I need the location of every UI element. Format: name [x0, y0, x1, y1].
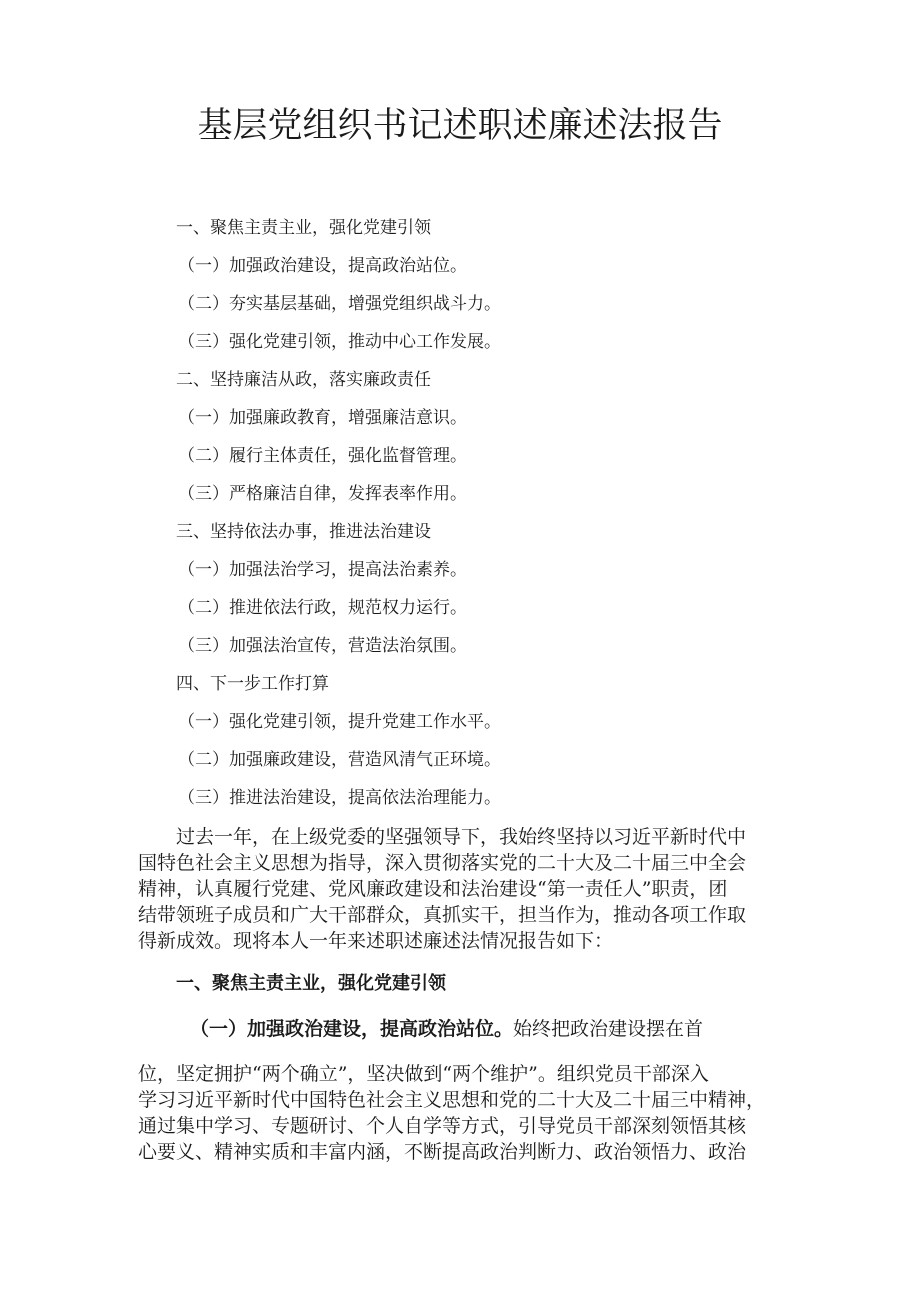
outline-item: 四、下一步工作打算	[176, 674, 329, 694]
outline-item: （三）严格廉洁自律，发挥表率作用。	[178, 484, 467, 504]
subsection-heading: （一）加强政治建设，提高政治站位。	[190, 1018, 514, 1040]
outline-item: （二）夯实基层基础，增强党组织战斗力。	[178, 294, 501, 314]
subsection-lead-text: 始终把政治建设摆在首	[513, 1018, 704, 1040]
outline-item: （二）加强廉政建设，营造风清气正环境。	[178, 750, 501, 770]
outline-item: （三）加强法治宣传，营造法治氛围。	[178, 636, 467, 656]
intro-line: 过去一年，在上级党委的坚强领导下，我始终坚持以习近平新时代中	[176, 826, 747, 848]
paragraph-line: 位，坚定拥护“两个确立”，坚决做到“两个维护”。组织党员干部深入	[138, 1063, 709, 1085]
section-heading: 一、聚焦主责主业，强化党建引领	[176, 973, 446, 994]
outline-item: （二）履行主体责任，强化监督管理。	[178, 446, 467, 466]
intro-line: 精神，认真履行党建、党风廉政建设和法治建设“第一责任人”职责，团	[138, 878, 728, 900]
document-title: 基层党组织书记述职述廉述法报告	[197, 106, 723, 146]
outline-item: 一、聚焦主责主业，强化党建引领	[176, 218, 431, 238]
outline-item: 二、坚持廉洁从政，落实廉政责任	[176, 370, 431, 390]
intro-line: 结带领班子成员和广大干部群众，真抓实干，担当作为，推动各项工作取	[138, 904, 747, 926]
intro-line: 得新成效。现将本人一年来述职述廉述法情况报告如下：	[138, 930, 614, 952]
intro-line: 国特色社会主义思想为指导，深入贯彻落实党的二十大及二十届三中全会	[138, 852, 747, 874]
body-paragraph	[138, 1061, 798, 1165]
outline-item: 三、坚持依法办事，推进法治建设	[176, 522, 431, 542]
outline-item: （二）推进依法行政，规范权力运行。	[178, 598, 467, 618]
subsection-heading-line	[190, 1014, 703, 1044]
outline-item: （一）加强廉政教育，增强廉洁意识。	[178, 408, 467, 428]
outline-list	[176, 212, 816, 820]
paragraph-line: 学习习近平新时代中国特色社会主义思想和党的二十大及二十届三中精神，	[138, 1089, 766, 1111]
outline-item: （三）强化党建引领，推动中心工作发展。	[178, 332, 501, 352]
outline-item: （一）强化党建引领，提升党建工作水平。	[178, 712, 501, 732]
paragraph-line: 通过集中学习、专题研讨、个人自学等方式，引导党员干部深刻领悟其核	[138, 1115, 747, 1137]
outline-item: （一）加强法治学习，提高法治素养。	[178, 560, 467, 580]
outline-item: （三）推进法治建设，提高依法治理能力。	[178, 788, 501, 808]
outline-item: （一）加强政治建设，提高政治站位。	[178, 256, 467, 276]
intro-paragraph	[138, 824, 798, 954]
paragraph-line: 心要义、精神实质和丰富内涵，不断提高政治判断力、政治领悟力、政治	[138, 1141, 747, 1163]
